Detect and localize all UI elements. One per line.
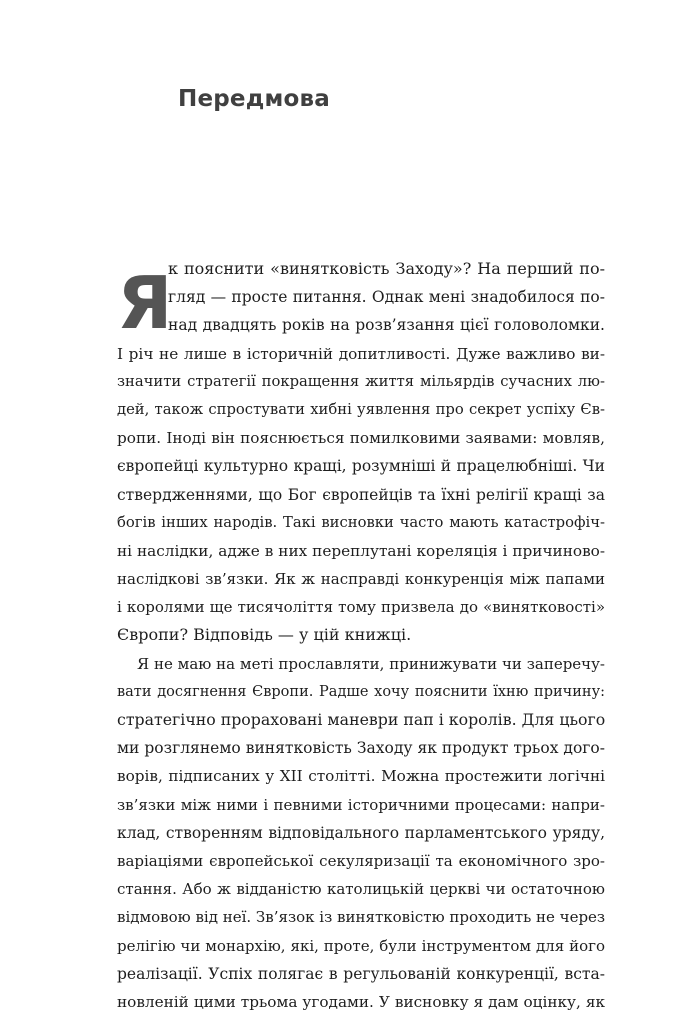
text-line: ствердженнями, що Бог європейців та їхні релігії кращі за: [117, 485, 605, 504]
text-line: наслідкові зв’язки. Як ж насправді конкуренція між папами: [117, 570, 605, 589]
text-line: стання. Або ж відданістю католицькій церкві чи остаточною: [117, 880, 605, 899]
text-line: гляд — просте питання. Однак мені знадобилося по-: [168, 288, 605, 307]
text-line: клад, створенням відповідального парламентського уряду,: [117, 823, 605, 842]
text-line: відмовою від неї. Зв’язок із винятковістю проходить не через: [117, 908, 606, 927]
text-line: і королями ще тисячоліття тому призвела до «винятковості»: [117, 598, 605, 617]
text-line: ні наслідки, адже в них переплутані кореляція і причиново-: [117, 541, 605, 560]
text-line: дей, також спростувати хибні уявлення про секрет успіху Єв-: [117, 400, 605, 418]
text-line: релігію чи монархію, які, проте, були інструментом для його: [117, 936, 605, 955]
text-line: ворів, підписаних у XII столітті. Можна простежити логічні: [117, 767, 605, 786]
text-line: реалізації. Успіх полягає в регульованій конкуренції, вста-: [117, 964, 605, 983]
body-text: [117, 255, 605, 1016]
text-line: Я не маю на меті прославляти, принижувати чи заперечу-: [137, 654, 605, 673]
text-line: стратегічно прораховані маневри пап і королів. Для цього: [117, 710, 606, 729]
text-line: Європи? Відповідь — у цій книжці.: [117, 625, 412, 645]
drop-cap-letter: Я: [117, 261, 173, 345]
text-line: європейці культурно кращі, розумніші й працелюбніші. Чи: [117, 457, 605, 476]
paragraph-1: [117, 255, 605, 650]
text-line: І річ не лише в історичній допитливості. Дуже важливо ви-: [117, 344, 605, 363]
text-line: зв’язки між ними і певними історичними процесами: напри-: [117, 795, 605, 814]
text-line: богів інших народів. Такі висновки часто мають катастрофіч-: [117, 513, 605, 531]
text-line: к пояснити «винятковість Заходу»? На перший по-: [168, 259, 605, 278]
text-line: ми розглянемо винятковість Заходу як продукт трьох дого-: [117, 739, 605, 758]
text-line: ропи. Іноді він пояснюється помилковими заявами: мовляв,: [117, 429, 605, 448]
text-line: варіаціями європейської секуляризації та економічного зро-: [117, 851, 605, 870]
text-line: новленій цими трьома угодами. У висновку я дам оцінку, як: [117, 992, 605, 1011]
text-line: значити стратегії покращення життя мільярдів сучасних лю-: [117, 372, 605, 390]
text-line: над двадцять років на розв’язання цієї головоломки.: [168, 316, 605, 335]
chapter-heading: Передмова: [178, 86, 330, 112]
paragraph-2: [117, 650, 605, 1016]
text-line: вати досягнення Європи. Радше хочу пояснити їхню причину:: [117, 683, 605, 700]
